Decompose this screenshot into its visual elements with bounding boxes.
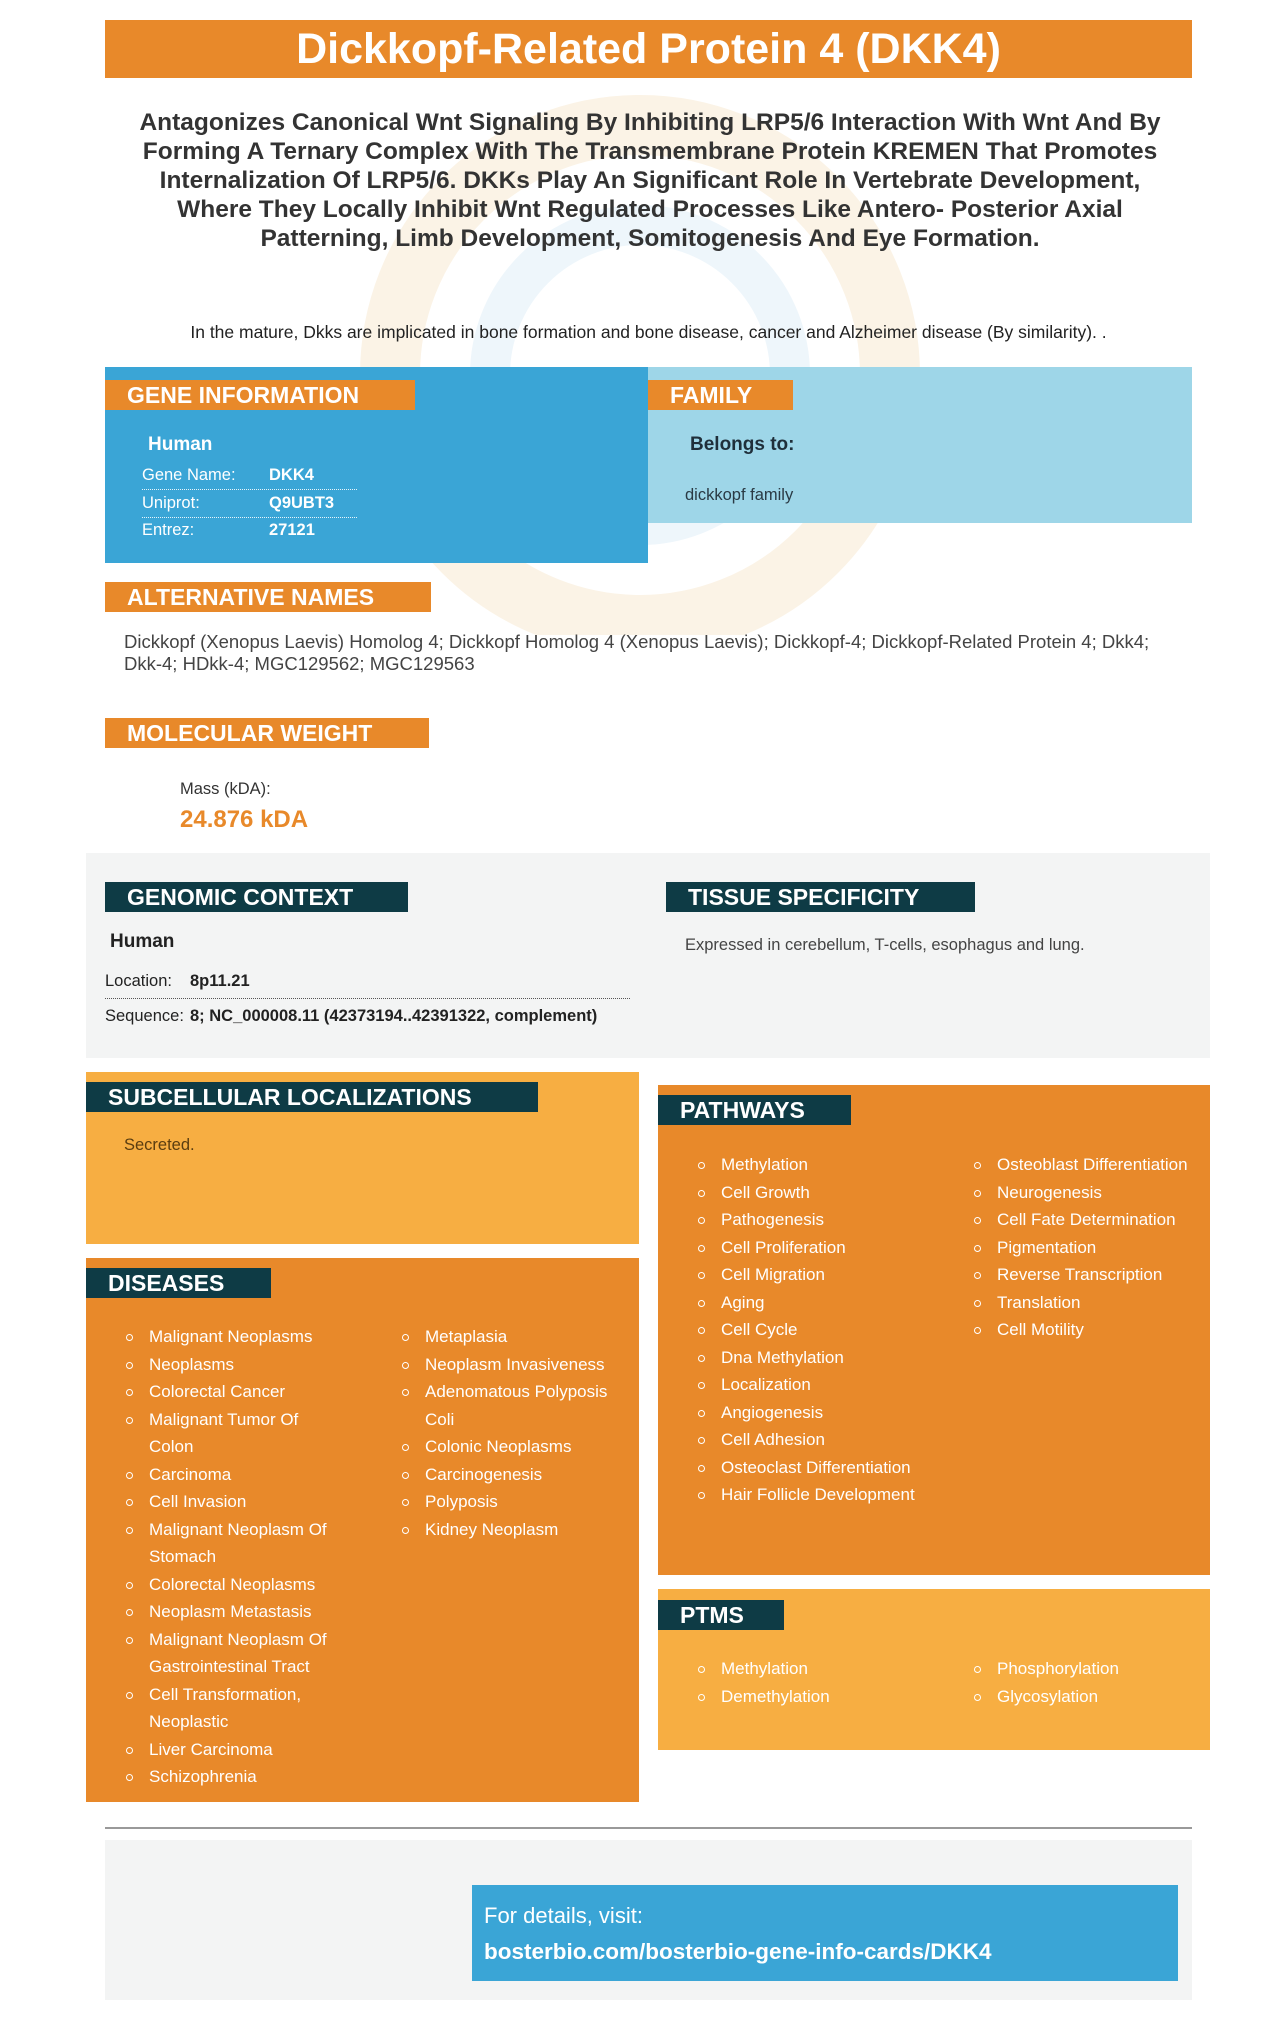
list-item: Cell Transformation, Neoplastic [124, 1681, 344, 1736]
divider [105, 998, 630, 999]
list-item: Demethylation [696, 1683, 926, 1711]
subcellular-text: Secreted. [124, 1136, 195, 1154]
list-item: Carcinogenesis [400, 1461, 630, 1489]
list-item: Colonic Neoplasms [400, 1433, 630, 1461]
list-item: Cell Adhesion [696, 1426, 926, 1454]
diseases-heading: DISEASES [86, 1268, 271, 1298]
family-heading: FAMILY [648, 380, 793, 410]
list-item: Translation [972, 1289, 1202, 1317]
details-link[interactable]: bosterbio.com/bosterbio-gene-info-cards/DKK4 [484, 1939, 992, 1964]
list-item: Reverse Transcription [972, 1261, 1202, 1289]
sequence-value: 8; NC_000008.11 (42373194..42391322, complement) [190, 1007, 598, 1025]
list-item: Neoplasm Invasiveness [400, 1351, 630, 1379]
ptms-list-right [972, 1655, 1202, 1710]
list-item: Polyposis [400, 1488, 630, 1516]
genomic-context-heading: GENOMIC CONTEXT [105, 882, 408, 912]
list-item: Cell Motility [972, 1316, 1202, 1344]
list-item: Dna Methylation [696, 1344, 926, 1372]
gene-name-value: DKK4 [269, 466, 314, 484]
gene-information-heading: GENE INFORMATION [105, 380, 415, 410]
list-item: Cell Fate Determination [972, 1206, 1202, 1234]
list-item: Cell Cycle [696, 1316, 926, 1344]
list-item: Kidney Neoplasm [400, 1516, 630, 1544]
list-item: Schizophrenia [124, 1763, 344, 1791]
list-item: Neoplasms [124, 1351, 344, 1379]
list-item: Glycosylation [972, 1683, 1202, 1711]
genomic-species: Human [110, 931, 175, 952]
footer-divider [105, 1827, 1192, 1829]
location-label: Location: [105, 972, 172, 990]
gene-name-label: Gene Name: [142, 466, 236, 484]
list-item: Neoplasm Metastasis [124, 1598, 344, 1626]
list-item: Osteoblast Differentiation [972, 1151, 1202, 1179]
list-item: Adenomatous Polyposis Coli [400, 1378, 630, 1433]
summary-note: In the mature, Dkks are implicated in bone formation and bone disease, cancer and Alzheimer disease (By similarity). . [190, 322, 1107, 342]
subcellular-heading: SUBCELLULAR LOCALIZATIONS [86, 1082, 538, 1112]
divider [142, 489, 357, 490]
list-item: Malignant Neoplasm Of Stomach [124, 1516, 344, 1571]
list-item: Methylation [696, 1151, 926, 1179]
location-value: 8p11.21 [190, 972, 250, 990]
list-item: Cell Growth [696, 1179, 926, 1207]
list-item: Hair Follicle Development [696, 1481, 926, 1509]
uniprot-value: Q9UBT3 [269, 494, 335, 512]
list-item: Cell Migration [696, 1261, 926, 1289]
entrez-label: Entrez: [142, 521, 195, 539]
molecular-weight-heading: MOLECULAR WEIGHT [105, 718, 429, 748]
details-card [472, 1885, 1178, 1981]
mass-label: Mass (kDA): [180, 780, 271, 798]
list-item: Colorectal Cancer [124, 1378, 344, 1406]
list-item: Cell Invasion [124, 1488, 344, 1516]
ptms-heading: PTMS [658, 1600, 784, 1630]
list-item: Carcinoma [124, 1461, 344, 1489]
family-value: dickkopf family [685, 486, 794, 504]
pathways-list-left [696, 1151, 926, 1509]
visit-label: For details, visit: [484, 1903, 643, 1928]
page-title: Dickkopf-Related Protein 4 (DKK4) [105, 20, 1192, 78]
list-item: Cell Proliferation [696, 1234, 926, 1262]
ptms-list-left [696, 1655, 926, 1710]
list-item: Angiogenesis [696, 1399, 926, 1427]
alternative-names-text: Dickkopf (Xenopus Laevis) Homolog 4; Dickkopf Homolog 4 (Xenopus Laevis); Dickkopf-4; Dickkopf-Related Protein 4; Dkk4; Dkk-4; HDkk-4; MGC129562; MGC129563 [124, 631, 1150, 674]
divider [142, 517, 357, 518]
list-item: Methylation [696, 1655, 926, 1683]
list-item: Metaplasia [400, 1323, 630, 1351]
list-item: Pigmentation [972, 1234, 1202, 1262]
list-item: Pathogenesis [696, 1206, 926, 1234]
pathways-heading: PATHWAYS [658, 1095, 851, 1125]
pathways-list-right [972, 1151, 1202, 1344]
mass-value: 24.876 kDA [180, 806, 309, 833]
list-item: Liver Carcinoma [124, 1736, 344, 1764]
sequence-label: Sequence: [105, 1007, 184, 1025]
uniprot-label: Uniprot: [142, 494, 200, 512]
list-item: Neurogenesis [972, 1179, 1202, 1207]
list-item: Malignant Tumor Of Colon [124, 1406, 344, 1461]
list-item: Colorectal Neoplasms [124, 1571, 344, 1599]
tissue-specificity-heading: TISSUE SPECIFICITY [666, 882, 975, 912]
list-item: Malignant Neoplasms [124, 1323, 344, 1351]
diseases-list-left [124, 1323, 344, 1791]
list-item: Aging [696, 1289, 926, 1317]
belongs-to-label: Belongs to: [690, 434, 795, 455]
list-item: Localization [696, 1371, 926, 1399]
alternative-names-heading: ALTERNATIVE NAMES [105, 582, 431, 612]
list-item: Phosphorylation [972, 1655, 1202, 1683]
tissue-specificity-text: Expressed in cerebellum, T-cells, esophagus and lung. [685, 936, 1085, 954]
diseases-list-right [400, 1323, 630, 1543]
gene-species: Human [148, 434, 213, 455]
list-item: Malignant Neoplasm Of Gastrointestinal Tract [124, 1626, 344, 1681]
list-item: Osteoclast Differentiation [696, 1454, 926, 1482]
entrez-value: 27121 [269, 521, 315, 539]
protein-summary: Antagonizes Canonical Wnt Signaling By Inhibiting LRP5/6 Interaction With Wnt And By Forming A Ternary Complex With The Transmembrane Protein KREMEN That Promotes Internalization Of LRP5/6. DKKs Play An Significant Role In Vertebrate Development, Where They Locally Inhibit Wnt Regulated Processes Like Antero- Posterior Axial Patterning, Limb Development, Somitogenesis And Eye Formation. [139, 109, 1161, 252]
